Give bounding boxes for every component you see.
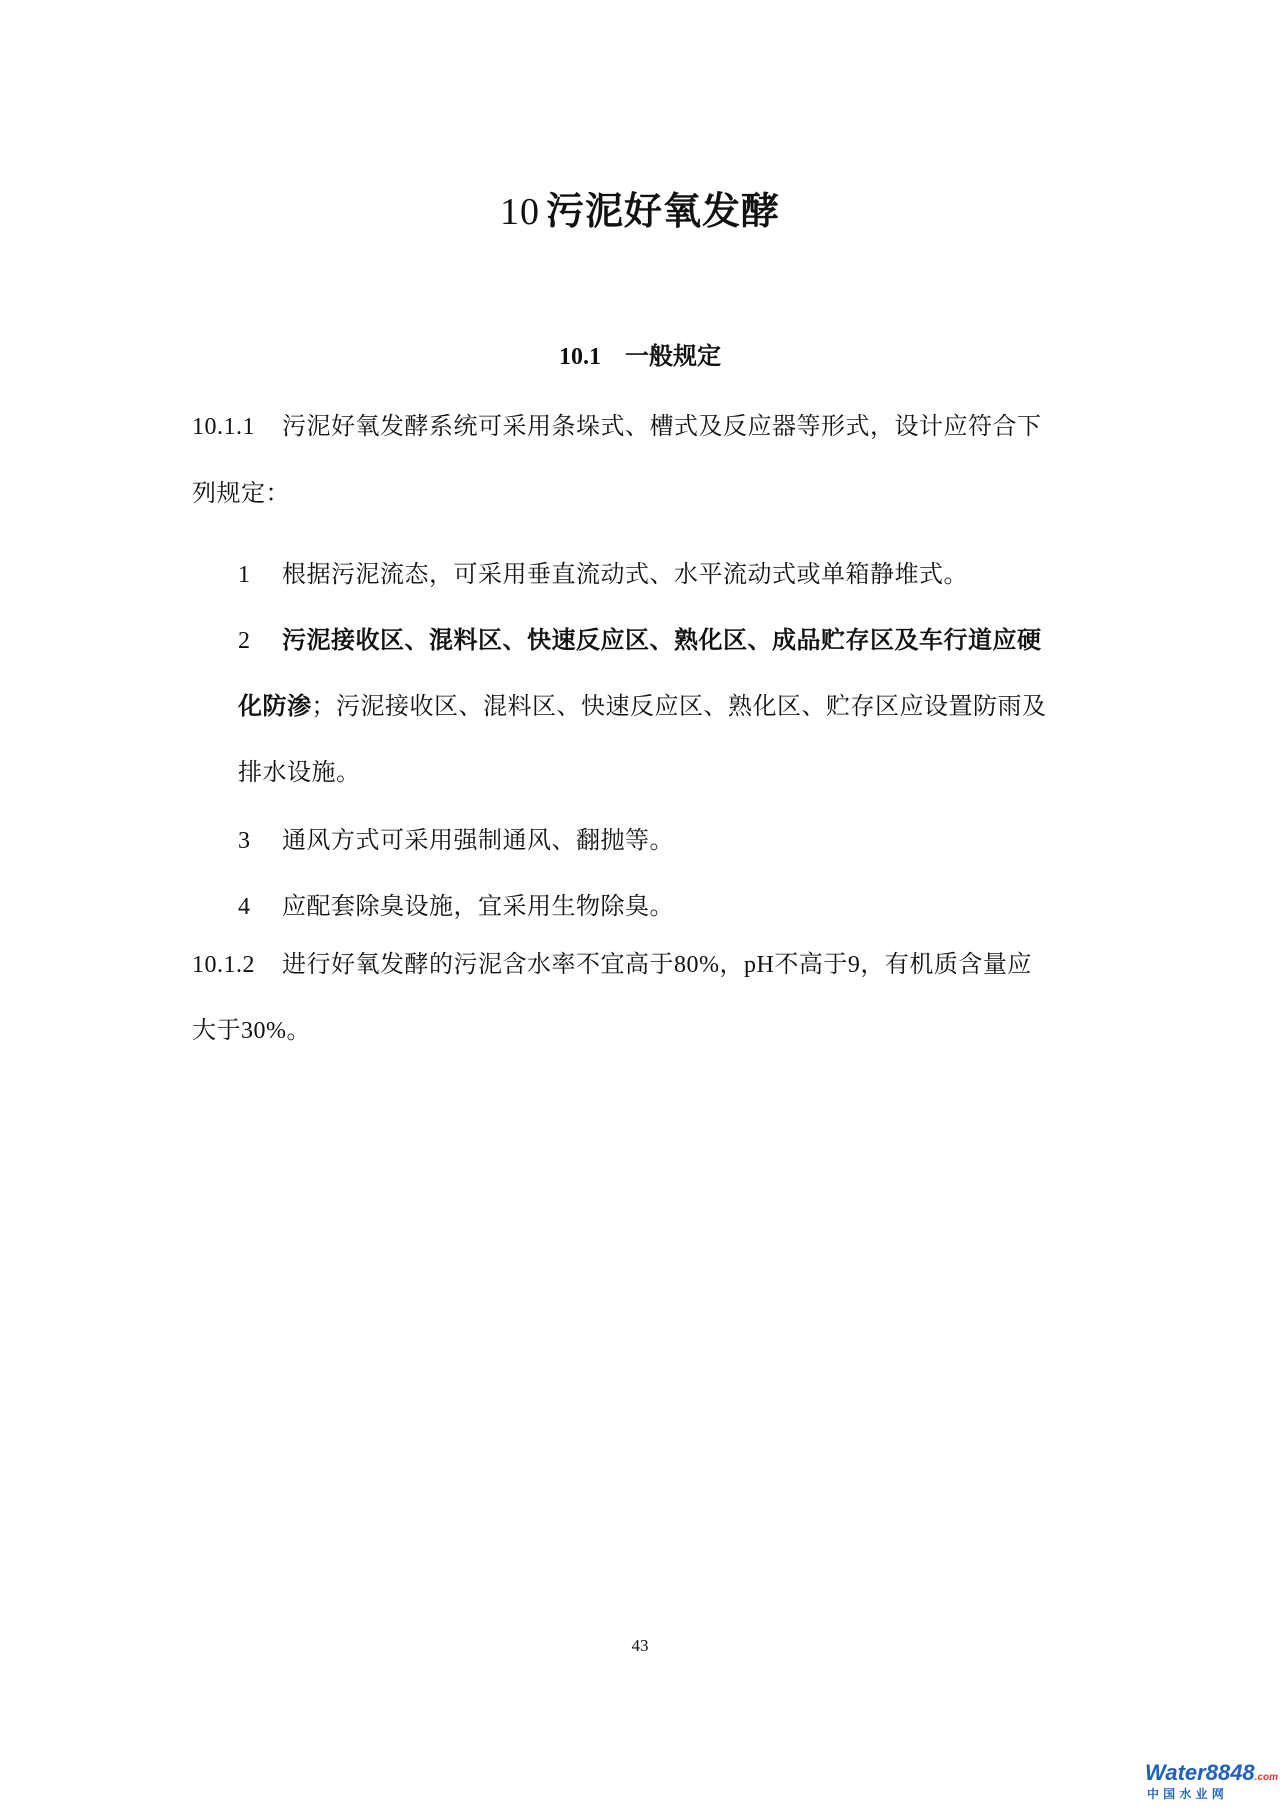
clause-number: 10.1.1 bbox=[192, 414, 255, 440]
logo-subtitle: 中 国 水 业 网 bbox=[1147, 1787, 1224, 1801]
logo-brand-suffix: .com bbox=[1254, 1772, 1279, 1783]
item-number: 3 bbox=[238, 828, 251, 854]
item-number: 1 bbox=[238, 562, 251, 588]
item-text: 通风方式可采用强制通风、翻抛等。 bbox=[282, 826, 674, 854]
chapter-title bbox=[0, 180, 1280, 235]
list-item-2-line-1 bbox=[238, 620, 1042, 655]
chapter-number: 10 bbox=[499, 191, 540, 233]
ph-label: pH bbox=[744, 952, 775, 978]
clause-number: 10.1.2 bbox=[192, 952, 255, 978]
clause-text: 大于 bbox=[192, 1016, 241, 1044]
item-text: 应配套除臭设施，宜采用生物除臭。 bbox=[282, 892, 674, 920]
chapter-title-text: 污泥好氧发酵 bbox=[545, 189, 780, 233]
item-number: 4 bbox=[238, 894, 251, 920]
list-item-1 bbox=[238, 554, 968, 589]
clause-text: 污泥好氧发酵系统可采用条垛式、槽式及反应器等形式，设计应符合下 bbox=[282, 412, 1042, 440]
section-title bbox=[0, 336, 1280, 371]
list-item-2-line-3 bbox=[238, 752, 361, 787]
item-text-bold: 化防渗 bbox=[238, 692, 312, 720]
clause-text: ，有机质含量应 bbox=[860, 950, 1032, 978]
clause-text: 列规定： bbox=[192, 479, 290, 507]
page-number: 43 bbox=[631, 1636, 649, 1655]
list-item-3 bbox=[238, 820, 674, 855]
clause-10-1-2-line-2 bbox=[192, 1010, 311, 1045]
clause-10-1-1-line-2 bbox=[192, 473, 290, 508]
item-text: 根据污泥流态，可采用垂直流动式、水平流动式或单箱静堆式。 bbox=[282, 560, 968, 588]
organic-value: 30% bbox=[241, 1018, 287, 1044]
section-title-text: 一般规定 bbox=[625, 342, 721, 370]
item-text: ；污泥接收区、混料区、快速反应区、熟化区、贮存区应设置防雨及 bbox=[311, 692, 1047, 720]
section-number: 10.1 bbox=[559, 344, 601, 370]
list-item-4 bbox=[238, 886, 674, 921]
ph-value: 9 bbox=[847, 952, 861, 978]
clause-10-1-2-line-1 bbox=[192, 944, 1032, 979]
logo-brand: Water8848 bbox=[1145, 1760, 1255, 1785]
clause-text: ， bbox=[719, 950, 744, 978]
item-number: 2 bbox=[238, 628, 251, 654]
list-item-2-line-2 bbox=[238, 686, 1047, 721]
clause-text: 。 bbox=[286, 1016, 311, 1044]
clause-text: 进行好氧发酵的污泥含水率不宜高于 bbox=[282, 950, 674, 978]
clause-10-1-1-line-1 bbox=[192, 406, 1042, 441]
water8848-logo bbox=[1143, 1756, 1279, 1802]
moisture-value: 80% bbox=[674, 952, 720, 978]
logo-brand-text bbox=[1145, 1760, 1278, 1785]
clause-text: 不高于 bbox=[774, 950, 848, 978]
item-text-bold: 污泥接收区、混料区、快速反应区、熟化区、成品贮存区及车行道应硬 bbox=[282, 626, 1042, 654]
item-text: 排水设施。 bbox=[238, 758, 361, 786]
